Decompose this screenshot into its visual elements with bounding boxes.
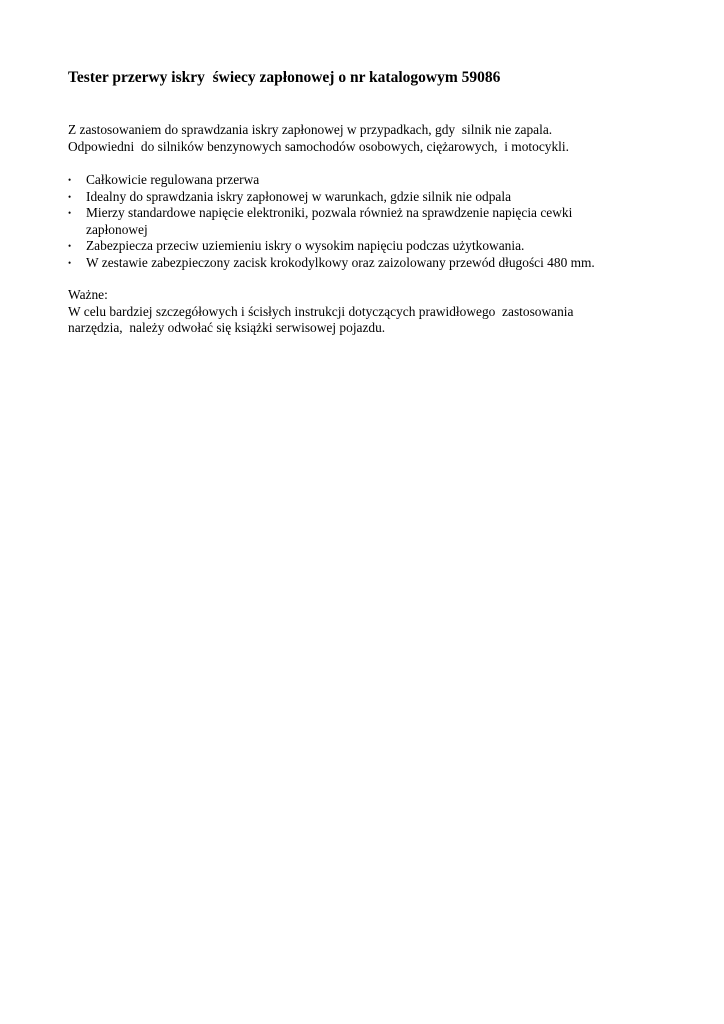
feature-text: Mierzy standardowe napięcie elektroniki, pozwala również na sprawdzenie napięcia cewki — [86, 205, 573, 220]
intro-line: Z zastosowaniem do sprawdzania iskry zapłonowej w przypadkach, gdy silnik nie zapala. — [68, 122, 553, 137]
note-line: W celu bardziej szczegółowych i ścisłych instrukcji dotyczących prawidłowego zastosowania — [68, 303, 574, 319]
feature-item — [68, 205, 668, 238]
bullet-icon: • — [68, 241, 72, 251]
feature-list — [68, 172, 668, 271]
bullet-icon: • — [68, 257, 72, 268]
bullet-icon: • — [68, 208, 72, 218]
feature-item — [68, 238, 668, 255]
intro-line: Odpowiedni do silników benzynowych samochodów osobowych, ciężarowych, i motocykli. — [68, 138, 569, 154]
intro-paragraph — [68, 122, 668, 155]
note-paragraph — [68, 287, 668, 337]
feature-text: Idealny do sprawdzania iskry zapłonowej w warunkach, gdzie silnik nie odpala — [86, 188, 512, 204]
note-heading: Ważne: — [68, 287, 108, 302]
feature-item — [68, 255, 668, 272]
bullet-icon: • — [68, 175, 72, 185]
feature-item — [68, 172, 668, 189]
bullet-icon: • — [68, 191, 72, 202]
feature-text: W zestawie zabezpieczony zacisk krokodylkowy oraz zaizolowany przewód długości 480 mm. — [86, 254, 595, 270]
feature-text: Całkowicie regulowana przerwa — [86, 172, 260, 187]
document-page — [68, 68, 668, 337]
feature-text: Zabezpiecza przeciw uziemieniu iskry o wysokim napięciu podczas użytkowania. — [86, 238, 525, 253]
feature-item — [68, 189, 668, 206]
note-line: narzędzia, należy odwołać się książki serwisowej pojazdu. — [68, 320, 386, 335]
feature-text: zapłonowej — [86, 221, 148, 237]
document-title: Tester przerwy iskry świecy zapłonowej o nr katalogowym 59086 — [68, 69, 501, 86]
